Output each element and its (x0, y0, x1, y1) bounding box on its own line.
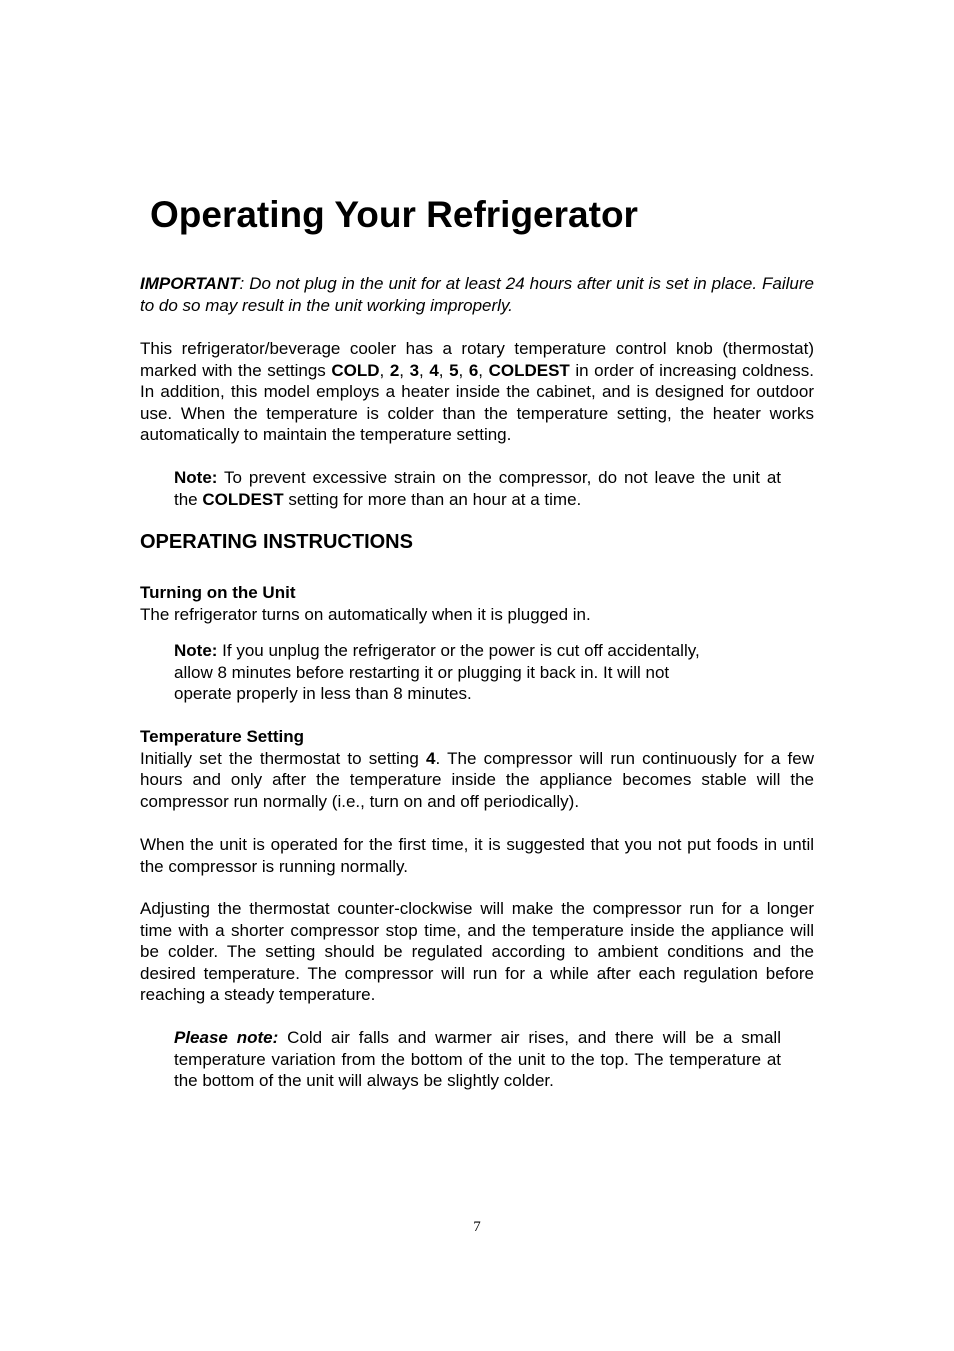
setting-5: 5 (449, 360, 459, 380)
note-label: Note: (174, 468, 218, 487)
setting-4-bold: 4 (426, 748, 436, 768)
setting-2: 2 (389, 360, 400, 380)
separator: , (478, 360, 489, 380)
turning-on-text: The refrigerator turns on automatically when it is plugged in. (140, 604, 591, 624)
section-heading: OPERATING INSTRUCTIONS (140, 531, 413, 553)
important-text: : Do not plug in the unit for at least 24 hours after unit is set in place. Failure to do so may result in the unit working improperly. (140, 274, 814, 315)
note-text-end: setting for more than an hour at a time. (283, 489, 582, 509)
temperature-setting-section (140, 726, 814, 812)
intro-text-start: This refrigerator/beverage cooler has a rotary temperature control knob (thermostat) marked with the settings (140, 339, 814, 380)
separator: , (379, 360, 390, 380)
setting-6: 6 (468, 360, 479, 380)
note-label: Note: (174, 641, 218, 660)
separator: , (438, 360, 450, 380)
separator: , (419, 360, 430, 380)
note-bold-coldest: COLDEST (202, 489, 284, 509)
setting-4: 4 (429, 360, 439, 380)
temperature-setting-text (140, 748, 814, 813)
intro-paragraph (140, 338, 814, 446)
temperature-text-start: Initially set the thermostat to setting (140, 748, 427, 768)
important-label: IMPORTANT (140, 274, 240, 293)
important-notice (140, 273, 814, 316)
note-unplug-line (174, 640, 781, 662)
note-coldest (174, 467, 781, 510)
separator: , (458, 360, 469, 380)
please-note (174, 1027, 781, 1092)
setting-coldest: COLDEST (488, 360, 570, 380)
separator: , (399, 360, 410, 380)
note-unplug-text: If you unplug the refrigerator or the power is cut off accidentally, (217, 641, 700, 660)
turning-on-section (140, 582, 814, 625)
please-note-text: Cold air falls and warmer air rises, and there will be a small temperature variation from the bottom of the unit to the top. The temperature at the bottom of the unit will always be slightly colder. (174, 1028, 781, 1090)
intro-text-end: in order of increasing coldness. In addition, this model employs a heater inside the cabinet, and is designed for outdoor use. When the temperature is colder than the temperature setting, the heater works automatically to maintain the temperature setting. (140, 360, 814, 444)
turning-on-heading: Turning on the Unit (140, 583, 296, 602)
setting-3: 3 (409, 360, 420, 380)
setting-cold: COLD (331, 360, 380, 380)
note-unplug-line: allow 8 minutes before restarting it or plugging it back in. It will not (174, 662, 670, 682)
page-title: Operating Your Refrigerator (150, 194, 638, 235)
please-note-label: Please note: (174, 1028, 279, 1047)
note-unplug (174, 640, 781, 705)
adjusting-paragraph: Adjusting the thermostat counter-clockwise will make the compressor run for a longer time with a shorter compressor stop time, and the temperature inside the appliance will be colder. The setting should be regulated according to ambient conditions and the desired temperature. The compressor will run for a while after each regulation before reaching a steady temperature. (140, 899, 814, 1004)
temperature-setting-heading: Temperature Setting (140, 727, 305, 746)
temperature-text-end: . The compressor will run continuously for a few hours and only after the temperature inside the appliance becomes stable will the compressor run normally (i.e., turn on and off periodically). (140, 748, 815, 811)
note-text: To prevent excessive strain on the compressor, do not leave the unit at the (174, 468, 781, 509)
first-time-paragraph: When the unit is operated for the first time, it is suggested that you not put foods in until the compressor is running normally. (140, 835, 814, 876)
page-number: 7 (473, 1219, 481, 1235)
note-unplug-line: operate properly in less than 8 minutes. (174, 684, 472, 703)
